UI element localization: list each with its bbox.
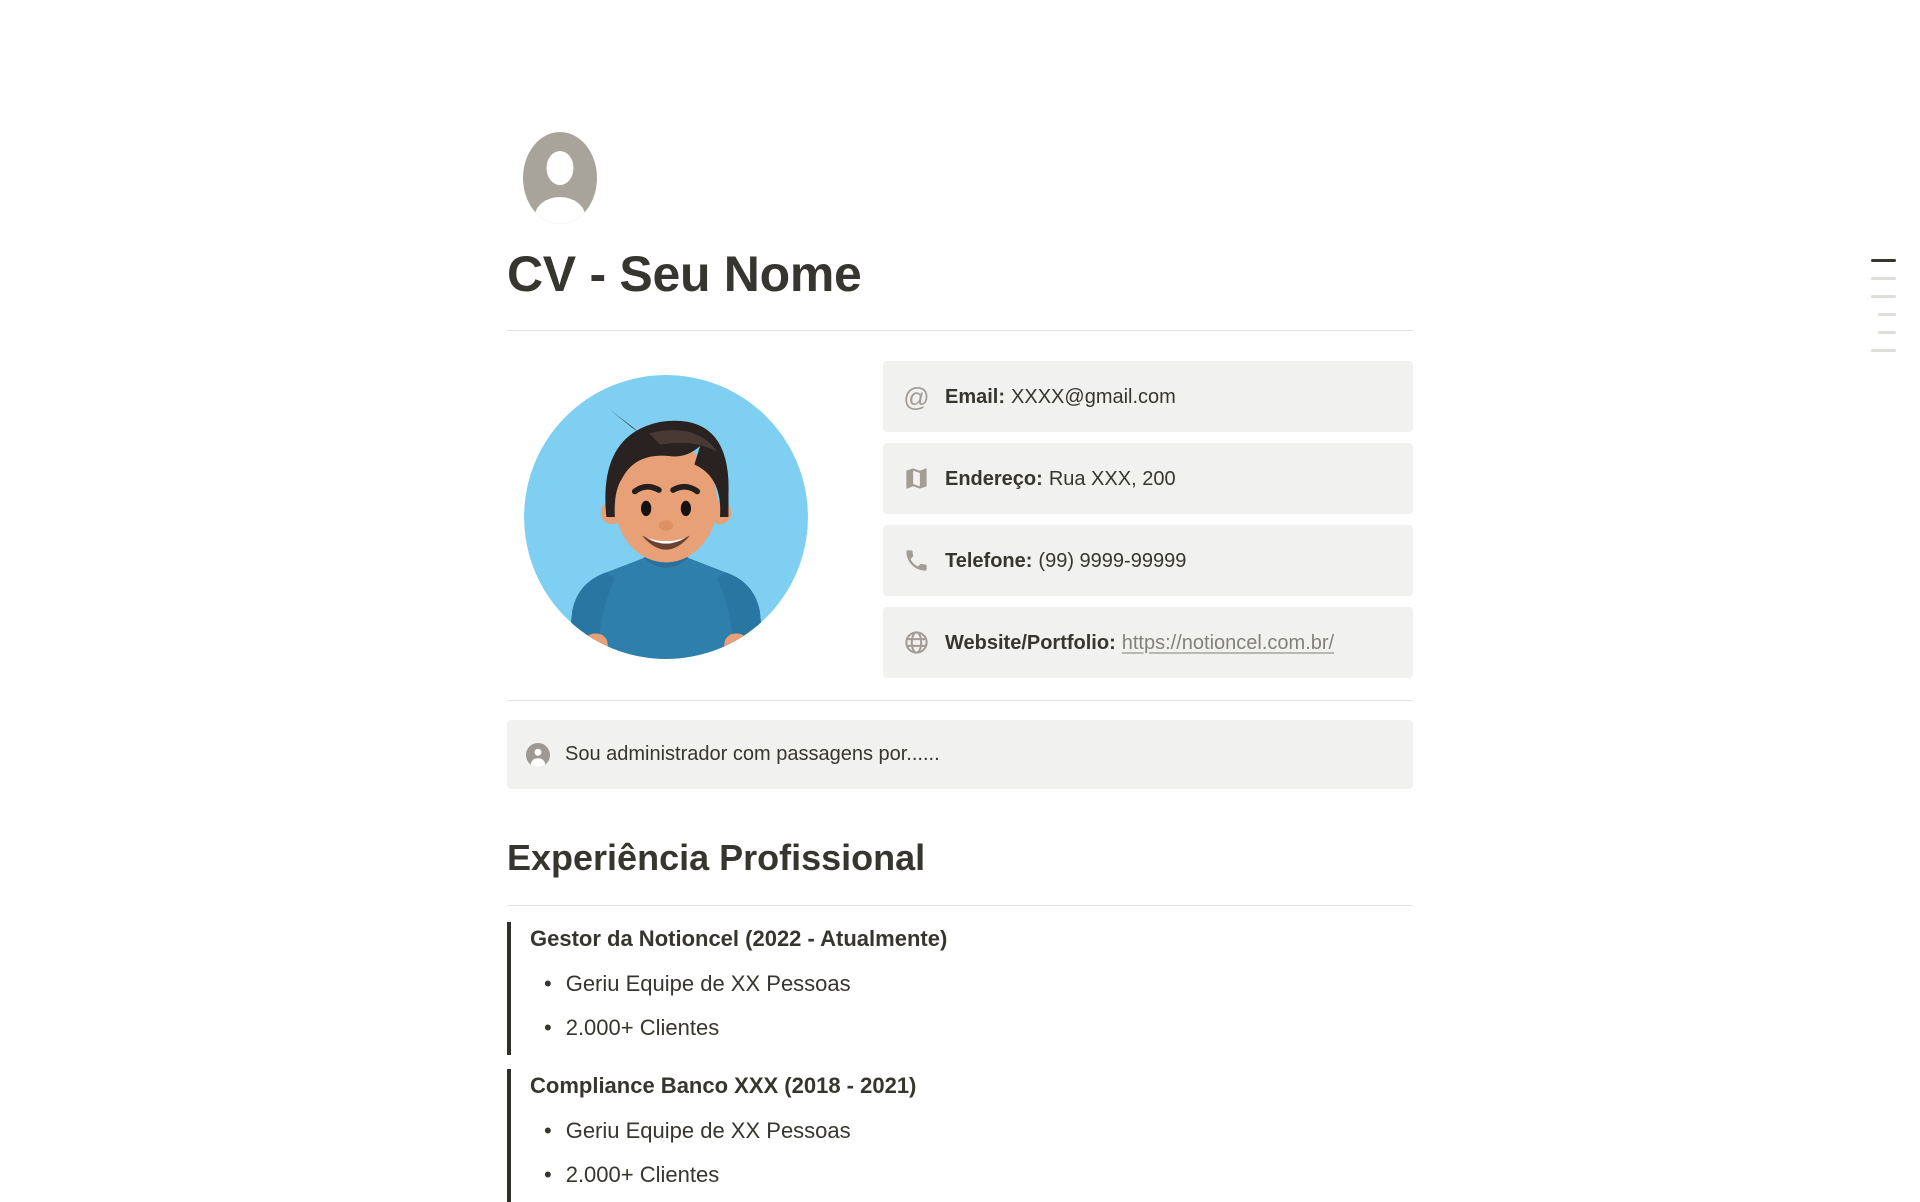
divider <box>507 905 1413 906</box>
contact-text <box>945 548 1186 574</box>
profile-photo <box>524 375 808 659</box>
outline-mark[interactable] <box>1871 295 1896 298</box>
contact-row-website <box>883 607 1413 678</box>
experience-entry <box>507 1069 1413 1202</box>
contact-value: (99) 9999-99999 <box>1038 549 1187 572</box>
experience-bullet <box>530 1161 1413 1190</box>
contact-text <box>945 630 1334 656</box>
contact-row-phone <box>883 525 1413 596</box>
bullet-text: • Geriu Equipe de XX Pessoas <box>565 970 851 996</box>
bullet-text: • 2.000+ Clientes <box>565 1015 720 1041</box>
outline-mark[interactable] <box>1871 349 1896 352</box>
experience-bullet <box>530 1117 1413 1146</box>
page-title: CV - Seu Nome <box>507 246 862 302</box>
globe-icon <box>903 629 930 656</box>
contact-list <box>883 361 1413 678</box>
outline-mark[interactable] <box>1871 277 1896 280</box>
at-sign-icon <box>903 383 930 410</box>
outline-mark[interactable] <box>1878 331 1896 334</box>
bullet-text: • 2.000+ Clientes <box>565 1162 720 1188</box>
person-avatar-icon <box>523 132 597 224</box>
experience-title: Gestor da Notioncel (2022 - Atualmente) <box>530 926 948 952</box>
experience-title: Compliance Banco XXX (2018 - 2021) <box>530 1072 917 1098</box>
outline-mark[interactable] <box>1878 313 1896 316</box>
person-circle-icon <box>526 743 550 767</box>
divider <box>507 700 1413 701</box>
bullet-text: • Geriu Equipe de XX Pessoas <box>565 1117 851 1143</box>
contact-row-email <box>883 361 1413 432</box>
experience-bullet <box>530 1014 1413 1043</box>
divider <box>507 330 1413 331</box>
page-icon[interactable] <box>507 0 1413 224</box>
contact-label: Endereço: <box>945 467 1043 490</box>
profile-photo-wrap <box>507 361 883 678</box>
website-link[interactable]: https://notioncel.com.br/ <box>1121 631 1335 654</box>
hero-section <box>507 361 1413 678</box>
contact-value: XXXX@gmail.com <box>1011 385 1176 408</box>
contact-text <box>945 466 1176 492</box>
section-heading-experience: Experiência Profissional <box>507 837 926 878</box>
map-icon <box>903 465 930 492</box>
contact-label: Website/Portfolio: <box>945 631 1116 654</box>
page-outline-indicator[interactable] <box>1871 259 1896 352</box>
experience-entry <box>507 922 1413 1055</box>
contact-text <box>945 384 1176 410</box>
contact-value: Rua XXX, 200 <box>1048 467 1176 490</box>
contact-label: Email: <box>945 385 1006 408</box>
contact-label: Telefone: <box>945 549 1033 572</box>
phone-icon <box>903 547 930 574</box>
page-body <box>507 0 1413 1202</box>
outline-mark[interactable] <box>1871 259 1896 262</box>
contact-row-address <box>883 443 1413 514</box>
callout-block <box>507 720 1413 789</box>
callout-text: Sou administrador com passagens por...... <box>565 743 940 765</box>
experience-bullet <box>530 970 1413 999</box>
